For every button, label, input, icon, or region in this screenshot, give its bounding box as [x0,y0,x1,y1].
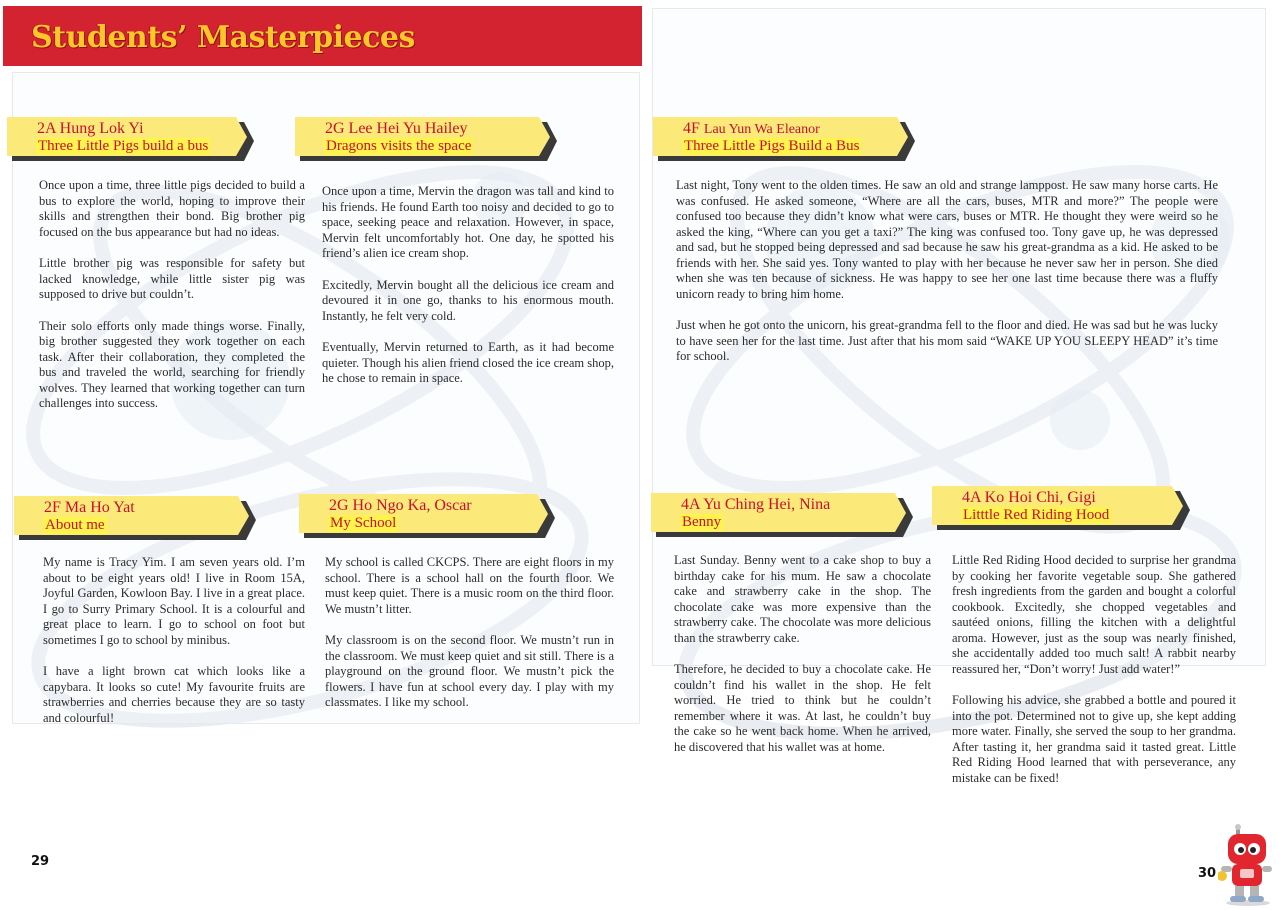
story-tag-hung-lok-yi [7,117,252,161]
story-paragraph: Little brother pig was responsible for safety but lacked knowledge, while little sister pig was supposed to drive but couldn’t. [39,256,305,301]
story-paragraph: My school is called CKCPS. There are eight floors in my school. There is a school hall on the fourth floor. We must keep quiet. There is a music room on the third floor. We mustn’t litter. [325,555,614,616]
story-title: Three Little Pigs Build a Bus [684,138,860,154]
story-title: Three Little Pigs build a bus [38,138,209,154]
story-tag-lee-hei-yu [295,117,555,161]
story-paragraph: Following his advice, she grabbed a bottle and poured it into the pot. Determined not to give up, she kept adding more water. Finally, she served the soup to her grandma. After tasting it, her grandma said it tasted great. Little Red Riding Hood learned that with perseverance, any mistake can be fixed! [952,693,1236,785]
story-tag-yu-ching-hei [651,493,911,537]
story-paragraph: Therefore, he decided to buy a chocolate cake. He couldn’t find his wallet in the shop. He felt worried. He tried to think but he couldn’t remember where it was. At last, he couldn’t buy the cake so he went back home. When he arrived, he discovered that his wallet was at home. [674,662,931,754]
story-title: Dragons visits the space [326,138,472,154]
story-paragraph: Once upon a time, Mervin the dragon was tall and kind to his friends. He found Earth too noisy and decided to go to space, seeking peace and relaxation. However, in space, Mervin felt uncomfortably hot. One day, he spotted his friend’s alien ice cream shop. [322,184,614,260]
story-author: 4A Yu Ching Hei, Nina [681,496,831,513]
story-paragraph: Eventually, Mervin returned to Earth, as it had become quieter. Though his alien friend closed the ice cream shop, he chose to remain in space. [322,340,614,385]
story-paragraph: My name is Tracy Yim. I am seven years old. I’m about to be eight years old! I live in Room 15A, Joyful Garden, Kowloon Bay. I live in a great place. I go to Surry Primary School. It is a colourful and great place to learn. I go to school on foot but sometimes I go to school by minibus. [43,555,305,647]
story-body-hung-lok-yi [39,178,305,428]
story-body-yu-ching-hei [674,553,931,771]
story-paragraph: Little Red Riding Hood decided to surprise her grandma by cooking her favorite vegetable soup. She gathered fresh ingredients from the garden and bought a colorful cookbook. Excitedly, she chopped vegetables and sautéed onions, filling the kitchen with a delightful aroma. However, just as the soup was nearly finished, she accidentally added too much salt! A rabbit nearby reassured her, “Don’t worry! Just add water!” [952,553,1236,676]
robot-mascot-icon [1218,824,1276,906]
right-page-number: 30 [1198,866,1217,881]
story-author: 2G Lee Hei Yu Hailey [325,120,468,137]
story-author-class: 4F [683,120,700,137]
story-title: Benny [682,514,722,530]
story-author: 2A Hung Lok Yi [37,120,144,137]
story-title: My School [330,515,397,531]
story-author: Lau Yun Wa Eleanor [703,122,820,137]
story-tag-ho-ngo-ka [299,494,553,538]
story-paragraph: Excitedly, Mervin bought all the delicious ice cream and devoured it in one go, thanks to his enormous mouth. Instantly, he felt very cold. [322,277,614,323]
story-body-ho-ngo-ka [325,555,614,727]
story-body-lee-hei-yu [322,184,614,403]
story-paragraph: I have a light brown cat which looks like a capybara. It looks so cute! My favourite fruits are strawberries and cherries because they are so tasty and colourful! [43,664,305,725]
left-page-number: 29 [31,854,50,869]
story-paragraph: Once upon a time, three little pigs decided to build a bus to explore the world, hoping to improve their skills and strengthen their bond. Big brother pig focused on the bus appearance but had no ideas. [39,178,305,239]
story-body-ma-ho-yat [43,555,305,742]
story-tag-ma-ho-yat [14,496,254,540]
story-body-lau-yun-wa [676,178,1218,381]
story-paragraph: Last Sunday. Benny went to a cake shop to buy a birthday cake for his mum. He saw a chocolate cake and strawberry cake in the shop. The chocolate cake was more expensive than the strawberry cake. The chocolate was more delicious than the strawberry cake. [674,553,931,645]
story-author: 4A Ko Hoi Chi, Gigi [962,489,1096,506]
story-paragraph: Last night, Tony went to the olden times. He saw an old and strange lamppost. He saw many horse carts. He was confused. He asked someone, “Where are all the cars, buses, MTR and more?” The people were confused too because they didn’t know what were cars, buses or MTR. He thought they were weird so he asked the king, “Where can you get a taxi?” The king was confused too. Tony gave up, he was depressed and sad, but he stopped being depressed and sad because he saw his great-grandma as a kid. He asked to be friends with her. She said yes. Tony wanted to play with her because he never saw her in person. She died when she was ten because of sickness. He was happy to see her one last time because there was a fluffy unicorn ready to bring him home. [676,178,1218,301]
story-author: 2F Ma Ho Yat [44,499,135,516]
story-paragraph: My classroom is on the second floor. We mustn’t run in the classroom. We must keep quiet and sit still. There is a playground on the ground floor. We mustn’t pick the flowers. I have fun at school every day. I play with my classmates. I like my school. [325,633,614,709]
story-paragraph: Their solo efforts only made things worse. Finally, big brother suggested they work together on each task. After their collaboration, they completed the bus and traveled the world, searching for friendly wolves. They learned that working together can turn challenges into success. [39,318,305,410]
page-title: Students’ Masterpieces [31,20,415,55]
story-paragraph: Just when he got onto the unicorn, his great-grandma fell to the floor and died. He was sad but he was lucky to have seen her for the last time. Just after that his mom said “WAKE UP YOU SLEEPY HEAD” it’s time for school. [676,318,1218,363]
page-header-banner [3,6,642,66]
story-title: About me [45,517,105,533]
story-title: Litttle Red Riding Hood [963,507,1110,523]
story-body-ko-hoi-chi [952,553,1236,802]
story-author: 2G Ho Ngo Ka, Oscar [329,497,472,514]
story-tag-ko-hoi-chi [932,486,1188,530]
story-tag-lau-yun-wa [653,117,913,161]
